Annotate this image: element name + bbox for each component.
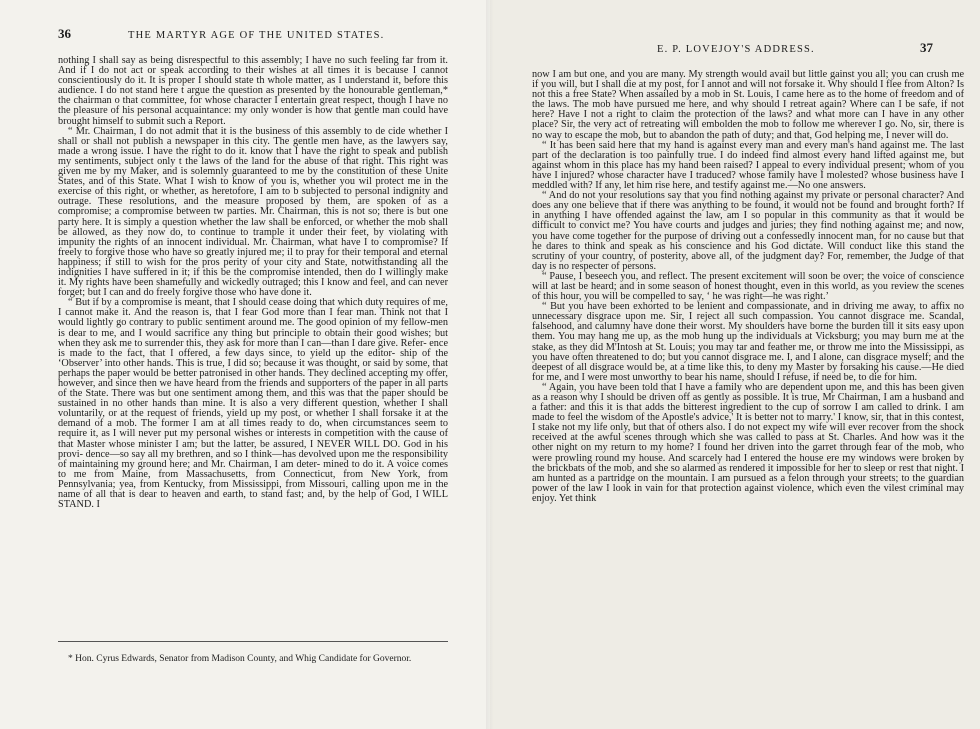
footnote-rule [58,641,448,642]
right-paragraph-1: now I am but one, and you are many. My strength would avail but little gainst you all; you can crush me if you will, but I shall die at my post, for I annot and will not forsake it. Why should I flee from Alton? Is not this a free State? When assailed by a mob in St. Louis, I came here as to the home of freedom and of the laws. The mob have pursued me here, and why should I retreat again? Where can I be safe, if not here? Have I not a right to claim the protection of the laws? and what more can I have in any other place? Sir, the very act of retreating will embolden the mob to follow me wherever I go. No, sir, there is no way to escape the mob, but to abandon the path of duty; and that, God helping me, I never will do. [532,70,964,141]
right-page-number: 37 [920,40,933,55]
right-paragraph-4: “ Pause, I beseech you, and reflect. The present excitement will soon be over; the voice of conscience will at last be heard; and in some season of honest thought, even in this world, as you review the scenes of this hour, you will be compelled to say, ‘ he was right—he was right.’ [532,270,964,303]
right-paragraph-6: “ Again, you have been told that I have a family who are dependent upon me, and this has been given as a reason why I should be driven off as gently as possible. It is true, Mr Chairman, I am a husband and a father: and this it is that adds the bitterest ingredient to the cup of sorrow I am called to drink. I am made to feel the wisdom of the Apostle's advice,' It is better not to marry.' I know, sir, that in this contest, I stake not my life only, but that of others also. I do not expect my wife will ever recover from the shock received at the awful scenes through which she was called to pass at St. Charles. And how was it the other night on my return to my home? I found her driven into the garret through fear of the mob, who were prowling round my house. And scarcely had I entered the house ere my windows were broken by the brickbats of the mob, and she so alarmed as rendered it impossible for her to sleep or rest that night. I am hunted as a partridge on the mountain. I am pursued as a felon through your streets; to the guardian power of the law I look in vain for that protection against violence, which even the vilest criminal may enjoy. Yet think [532,381,964,504]
left-paragraph-2: “ Mr. Chairman, I do not admit that it is the business of this assembly to de cide whether I shall or shall not publish a newspaper in this city. The gentle men have, as the lawyers say, made a wrong issue. I have the right to do it. know that I have the right to speak and publish my sentiments, subject only t the laws of the land for the abuse of that right. This right was given me by my Maker, and is solemnly guaranteed to me by the constitution of these Unite States, and of this State. What I wish to know of you is, whether you wil protect me in the exercise of this right, or whether, as heretofore, I am to b subjected to personal indignity and outrage. These resolutions, and the measure proposed by them, are spoken of as a compromise; a compromise between tw parties. Mr. Chairman, this is not so; there is but one party here. It is simply a question whether the law shall be enforced, or whether the mob shall be allowed, as they now do, to continue to trample it under their feet, by violating with impunity the rights of an innocent individual. Mr. Chairman, what have I to compromise? If freely to forgive those who have so greatly injured me; il to pray for their temporal and eternal happiness; if still to wish for the pros perity of your city and State, notwithstanding all the indignities I have suffered in it; if this be the compromise intended, then do I willingly make it. My rights have been shamefully and wickedly outraged; this I know and feel, and can never forget; but I can and do freely forgive those who have done it. [58,125,448,299]
right-paragraph-3: “ And do not your resolutions say that you find nothing against my private or personal character? And does any one believe that if there was anything to be found, it would not be found and brought forth? If in anything I have offended against the law, am I so popular in this community as that it would be difficult to convict me? You have courts and judges and juries; they find nothing against me; and now, you have come together for the purpose of driving out a confessedly innocent man, for no cause but that he dares to think and speak as his conscience and his God dictate. Will conduct like this stand the scrutiny of your country, of posterity, above all, of the judgment day? For, remember, the Judge of that day is no respecter of persons. [532,190,964,272]
left-running-head: THE MARTYR AGE OF THE UNITED STATES. [128,30,385,41]
right-page [490,0,980,729]
right-paragraph-5: “ But you have been exhorted to be lenient and compassionate, and in driving me away, to affix no unnecessary disgrace upon me. Sir, I reject all such compassion. You cannot disgrace me. Scandal, falsehood, and calumny have done their worst. My shoulders have borne the burden till it sits easy upon them. You may hang me up, as the mob hung up the individuals at Vicksburg; you may burn me at the stake, as they did M'Intosh at St. Louis; you may tar and feather me, or throw me into the Mississippi, as you have often threatened to do; but you cannot disgrace me. I, and I alone, can disgrace myself; and the deepest of all disgrace would be, at a time like this, to deny my Master by forsaking his cause.—He died for me, and I were most unworthy to bear his name, should I refuse, if need be, to die for him. [532,301,964,383]
left-paragraph-1: nothing I shall say as being disrespectful to this assembly; I have no such feeling far from it. And if I do not act or speak according to their wishes at all times it is because I cannot conscientiously do it. It is proper I should state th whole matter, as I understand it, before this audience. I do not stand here t argue the question as presented by the honourable gentleman,* the chairman o that committee, for whose character I entertain great respect, though I have no the pleasure of his personal acquaintance: my only wonder is how that gentle man could have brought himself to submit such a Report. [58,56,448,127]
footnote: * Hon. Cyrus Edwards, Senator from Madison County, and Whig Candidate for Governor. [68,654,412,664]
right-page-body [532,70,964,718]
right-paragraph-2: “ It has been said here that my hand is against every man and every man's hand against me. The last part of the declaration is too painfully true. I do indeed find almost every hand lifted against me, but against whom in this place has my hand been raised? I appeal to every individual present; whom of you have I injured? whose character have I traduced? whose family have I molested? whose business have I meddled with? If any, let him rise here, and testify against me.—No one answers. [532,139,964,192]
left-page-body [58,56,448,628]
left-paragraph-3: “ But if by a compromise is meant, that I should cease doing that which duty requires of me, I cannot make it. And the reason is, that I fear God more than I fear man. Think not that I would lightly go contrary to public sentiment around me. The good opinion of my fellow-men is dear to me, and I would sacrifice any thing but principle to obtain their good wishes; but when they ask me to surrender this, they ask for more than I can—than I dare give. Refer- ence is made to the fact, that I offered, a few days since, to yield up the editor- ship of the ‘Observer’ into other hands. This is true, I did so; because it was thought, or said by some, that perhaps the paper would be better patronised in other hands. They declined accepting my offer, however, and since then we have heard from the friends and supporters of the paper in all parts of the State. There was but one sentiment among them, and this was that the paper should be sustained in no other hands than mine. It is also a very different question, whether I shall voluntarily, or at the request of friends, yield up my post, or whether I shall forsake it at the demand of a mob. The former I am at all times ready to do, when circumstances seem to require it, as I will never put my personal wishes or interests in competition with the cause of that Master whose minister I am; but the latter, be assured, I NEVER WILL DO. God in his provi- dence—so say all my brethren, and so I think—has devolved upon me the responsibility of maintaining my ground here; and Mr. Chairman, I am deter- mined to do it. A voice comes to me from Maine, from Massachusetts, from Connecticut, from New York, from Pennsylvania; yea, from Kentucky, from Mississippi, from Missouri, calling upon me in the name of all that is dear to heaven and earth, to stand fast; and, by the help of God, I WILL STAND. I [58,297,448,511]
book-gutter [486,0,494,729]
left-page-number: 36 [58,26,71,41]
right-running-head: E. P. LOVEJOY'S ADDRESS. [657,44,815,55]
